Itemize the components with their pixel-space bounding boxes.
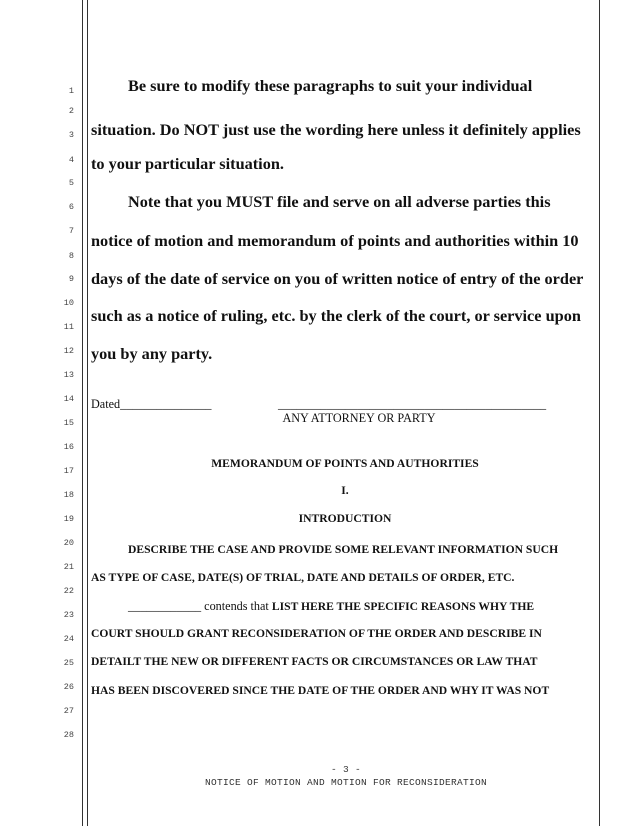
line-number: 20 bbox=[63, 538, 74, 548]
signature-line: ____________________________________________ bbox=[278, 397, 547, 411]
dated-line: Dated_______________ bbox=[91, 397, 212, 411]
memo-p1-line-2: AS TYPE OF CASE, DATE(S) OF TRIAL, DATE AND DETAILS OF ORDER, ETC. bbox=[91, 571, 515, 584]
line-number: 9 bbox=[68, 274, 74, 284]
line-number: 25 bbox=[63, 658, 74, 668]
line-number: 21 bbox=[63, 562, 74, 572]
line-number: 15 bbox=[63, 418, 74, 428]
line-number: 11 bbox=[63, 322, 74, 332]
line-number: 8 bbox=[68, 251, 74, 261]
line-number: 10 bbox=[63, 298, 74, 308]
line-number: 14 bbox=[63, 394, 74, 404]
section-number: I. bbox=[341, 484, 349, 497]
footer-title: NOTICE OF MOTION AND MOTION FOR RECONSIDERATION bbox=[204, 777, 488, 788]
notice-line-2: notice of motion and memorandum of points and authorities within 10 bbox=[91, 231, 579, 250]
memo-p2-line-2: COURT SHOULD GRANT RECONSIDERATION OF THE ORDER AND DESCRIBE IN bbox=[91, 627, 542, 640]
line-number: 27 bbox=[63, 706, 74, 716]
page-number: - 3 - bbox=[330, 764, 361, 775]
memo-p2-line-1 bbox=[128, 599, 534, 614]
line-number: 2 bbox=[68, 106, 74, 116]
memo-p1-line-1: DESCRIBE THE CASE AND PROVIDE SOME RELEVANT INFORMATION SUCH bbox=[128, 543, 559, 556]
memo-p2-line-4: HAS BEEN DISCOVERED SINCE THE DATE OF THE ORDER AND WHY IT WAS NOT bbox=[91, 684, 550, 697]
notice-line-5: you by any party. bbox=[91, 344, 213, 363]
line-number: 23 bbox=[63, 610, 74, 620]
intro-line-3: to your particular situation. bbox=[91, 154, 284, 173]
line-number: 6 bbox=[68, 202, 74, 212]
line-number: 22 bbox=[63, 586, 74, 596]
line-number: 1 bbox=[68, 86, 74, 96]
line-number: 4 bbox=[68, 155, 74, 165]
line-number: 19 bbox=[63, 514, 74, 524]
notice-line-1: Note that you MUST file and serve on all adverse parties this bbox=[128, 192, 551, 211]
line-number: 5 bbox=[68, 178, 74, 188]
line-number: 7 bbox=[68, 226, 74, 236]
line-number: 17 bbox=[63, 466, 74, 476]
memo-p2-line-1-bold: LIST HERE THE SPECIFIC REASONS WHY THE bbox=[271, 600, 535, 613]
line-number: 3 bbox=[68, 130, 74, 140]
section-title: INTRODUCTION bbox=[298, 512, 392, 525]
notice-line-4: such as a notice of ruling, etc. by the clerk of the court, or service upon bbox=[91, 306, 581, 325]
left-margin-rule-inner bbox=[87, 0, 88, 826]
memo-p2-line-3: DETAILT THE NEW OR DIFFERENT FACTS OR CIRCUMSTANCES OR LAW THAT bbox=[91, 655, 538, 668]
line-number: 16 bbox=[63, 442, 74, 452]
line-number: 24 bbox=[63, 634, 74, 644]
line-number: 13 bbox=[63, 370, 74, 380]
notice-line-3: days of the date of service on you of written notice of entry of the order bbox=[91, 269, 584, 288]
line-number: 18 bbox=[63, 490, 74, 500]
memo-heading: MEMORANDUM OF POINTS AND AUTHORITIES bbox=[211, 457, 479, 470]
left-margin-rule bbox=[82, 0, 83, 826]
line-number: 12 bbox=[63, 346, 74, 356]
intro-line-2: situation. Do NOT just use the wording here unless it definitely applies bbox=[91, 120, 581, 139]
line-number: 26 bbox=[63, 682, 74, 692]
intro-line-1: Be sure to modify these paragraphs to suit your individual bbox=[128, 76, 533, 95]
signer-label: ANY ATTORNEY OR PARTY bbox=[282, 411, 436, 425]
line-number: 28 bbox=[63, 730, 74, 740]
party-blank: ____________ contends that bbox=[128, 599, 272, 613]
right-margin-rule bbox=[599, 0, 600, 826]
